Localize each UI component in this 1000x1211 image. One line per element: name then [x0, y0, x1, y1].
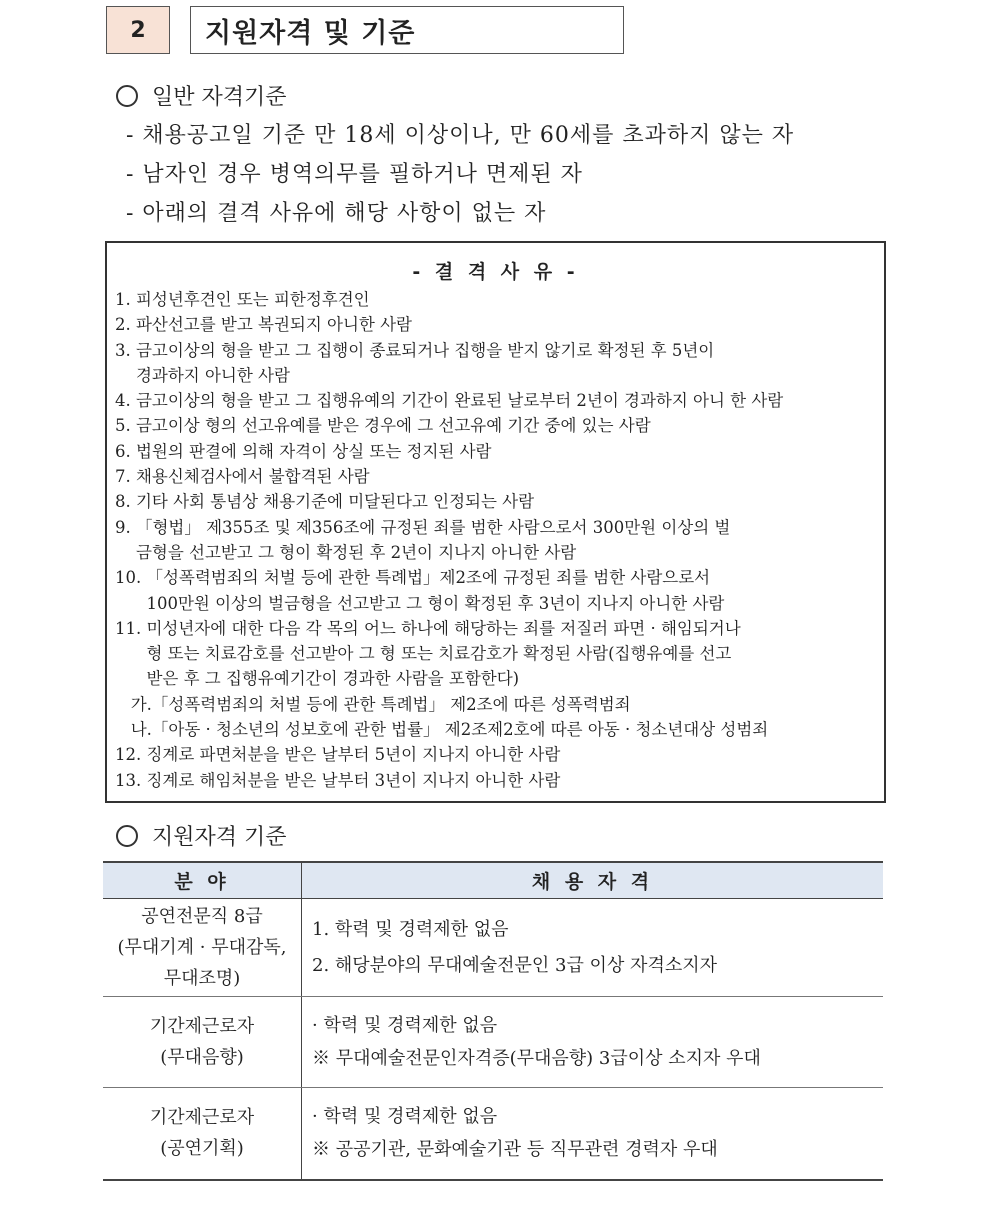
disqualification-line: 8. 기타 사회 통념상 채용기준에 미달된다고 인정되는 사람	[115, 492, 535, 512]
section-title: 지원자격 및 기준	[190, 6, 624, 54]
disqualification-line: 경과하지 아니한 사람	[115, 365, 290, 385]
criteria-title: 지원자격 기준	[152, 825, 287, 850]
field-line: 기간제근로자	[149, 1016, 255, 1037]
disqualification-line: 10. 「성폭력범죄의 처벌 등에 관한 특례법」제2조에 규정된 죄를 범한 사람으로서	[115, 568, 711, 588]
criteria-heading	[116, 820, 287, 851]
field-line: (공연기획)	[160, 1138, 244, 1160]
disqualification-line: 형 또는 치료감호를 선고받아 그 형 또는 치료감호가 확정된 사람(집행유예를 선고	[115, 644, 732, 664]
field-line: (무대음향)	[160, 1047, 244, 1068]
table-row	[103, 899, 883, 997]
field-line: (무대기계 · 무대감독,	[117, 937, 287, 958]
qualification-cell	[302, 997, 884, 1088]
qualification-line: 2. 해당분야의 무대예술전문인 3급 이상 자격소지자	[312, 954, 717, 976]
qualification-line: · 학력 및 경력제한 없음	[312, 1106, 498, 1128]
disqualification-line: 3. 금고이상의 형을 받고 그 집행이 종료되거나 집행을 받지 않기로 확정된 후 5년이	[115, 340, 715, 360]
header-field: 분 야	[103, 862, 302, 899]
disqualification-line: 12. 징계로 파면처분을 받은 날부터 5년이 지나지 아니한 사람	[115, 745, 561, 765]
disqualification-line: 가.「성폭력범죄의 처벌 등에 관한 특례법」 제2조에 따른 성폭력범죄	[115, 694, 631, 714]
qualification-line: · 학력 및 경력제한 없음	[312, 1015, 498, 1036]
qualification-line: 1. 학력 및 경력제한 없음	[312, 918, 509, 940]
disqualification-line: 받은 후 그 집행유예기간이 경과한 사람을 포함한다)	[115, 669, 520, 689]
field-line: 공연전문직 8급	[141, 906, 263, 927]
header-qualification: 채 용 자 격	[302, 862, 884, 899]
disqualification-line: 나.「아동 · 청소년의 성보호에 관한 법률」 제2조제2호에 따른 아동 · 청소년대상 성범죄	[115, 720, 769, 740]
disqualification-line: 4. 금고이상의 형을 받고 그 집행유예의 기간이 완료된 날로부터 2년이 경과하지 아니 한 사람	[115, 391, 784, 411]
table-header-row	[103, 862, 883, 899]
disqualification-box	[105, 241, 886, 803]
disqualification-line: 7. 채용신체검사에서 불합격된 사람	[115, 467, 370, 487]
general-criteria-item: - 남자인 경우 병역의무를 필하거나 면제된 자	[126, 162, 583, 187]
field-line: 무대조명)	[163, 968, 241, 989]
field-cell	[103, 1088, 302, 1180]
disqualification-line: 11. 미성년자에 대한 다음 각 목의 어느 하나에 해당하는 죄를 저질러 파면 · 해임되거나	[115, 618, 741, 638]
table-row	[103, 1088, 883, 1180]
qualification-cell	[302, 1088, 884, 1180]
section-number: 2	[106, 6, 170, 54]
general-criteria-heading	[116, 80, 287, 111]
qualification-line: ※ 공공기관, 문화예술기관 등 직무관련 경력자 우대	[312, 1139, 718, 1161]
qualification-line: ※ 무대예술전문인자격증(무대음향) 3급이상 소지자 우대	[312, 1048, 761, 1069]
field-cell	[103, 997, 302, 1088]
disqualification-line: 100만원 이상의 벌금형을 선고받고 그 형이 확정된 후 3년이 지나지 아니한 사람	[115, 593, 725, 613]
disqualification-line: 13. 징계로 해임처분을 받은 날부터 3년이 지나지 아니한 사람	[115, 770, 561, 790]
disqualification-line: 6. 법원의 판결에 의해 자격이 상실 또는 정지된 사람	[115, 441, 492, 461]
criteria-table	[103, 861, 883, 1181]
general-criteria-item: - 아래의 결격 사유에 해당 사항이 없는 자	[126, 201, 547, 226]
disqualification-line: 9. 「형법」 제355조 및 제356조에 규정된 죄를 범한 사람으로서 300만원 이상의 벌	[115, 517, 731, 537]
general-criteria-item: - 채용공고일 기준 만 18세 이상이나, 만 60세를 초과하지 않는 자	[126, 123, 795, 148]
disqualification-line: 2. 파산선고를 받고 복권되지 아니한 사람	[115, 315, 412, 335]
table-row	[103, 997, 883, 1088]
field-cell	[103, 899, 302, 997]
disqualification-line: 5. 금고이상 형의 선고유예를 받은 경우에 그 선고유예 기간 중에 있는 사람	[115, 416, 651, 436]
disqualification-list	[115, 287, 878, 793]
general-criteria-title: 일반 자격기준	[152, 85, 287, 110]
disqualification-line: 금형을 선고받고 그 형이 확정된 후 2년이 지나지 아니한 사람	[115, 542, 577, 562]
qualification-cell	[302, 899, 884, 997]
circle-bullet-icon	[116, 85, 138, 107]
field-line: 기간제근로자	[149, 1107, 255, 1129]
disqualification-line: 1. 피성년후견인 또는 피한정후견인	[115, 290, 370, 309]
disqualification-title: - 결 격 사 유 -	[412, 261, 579, 283]
circle-bullet-icon	[116, 825, 138, 847]
